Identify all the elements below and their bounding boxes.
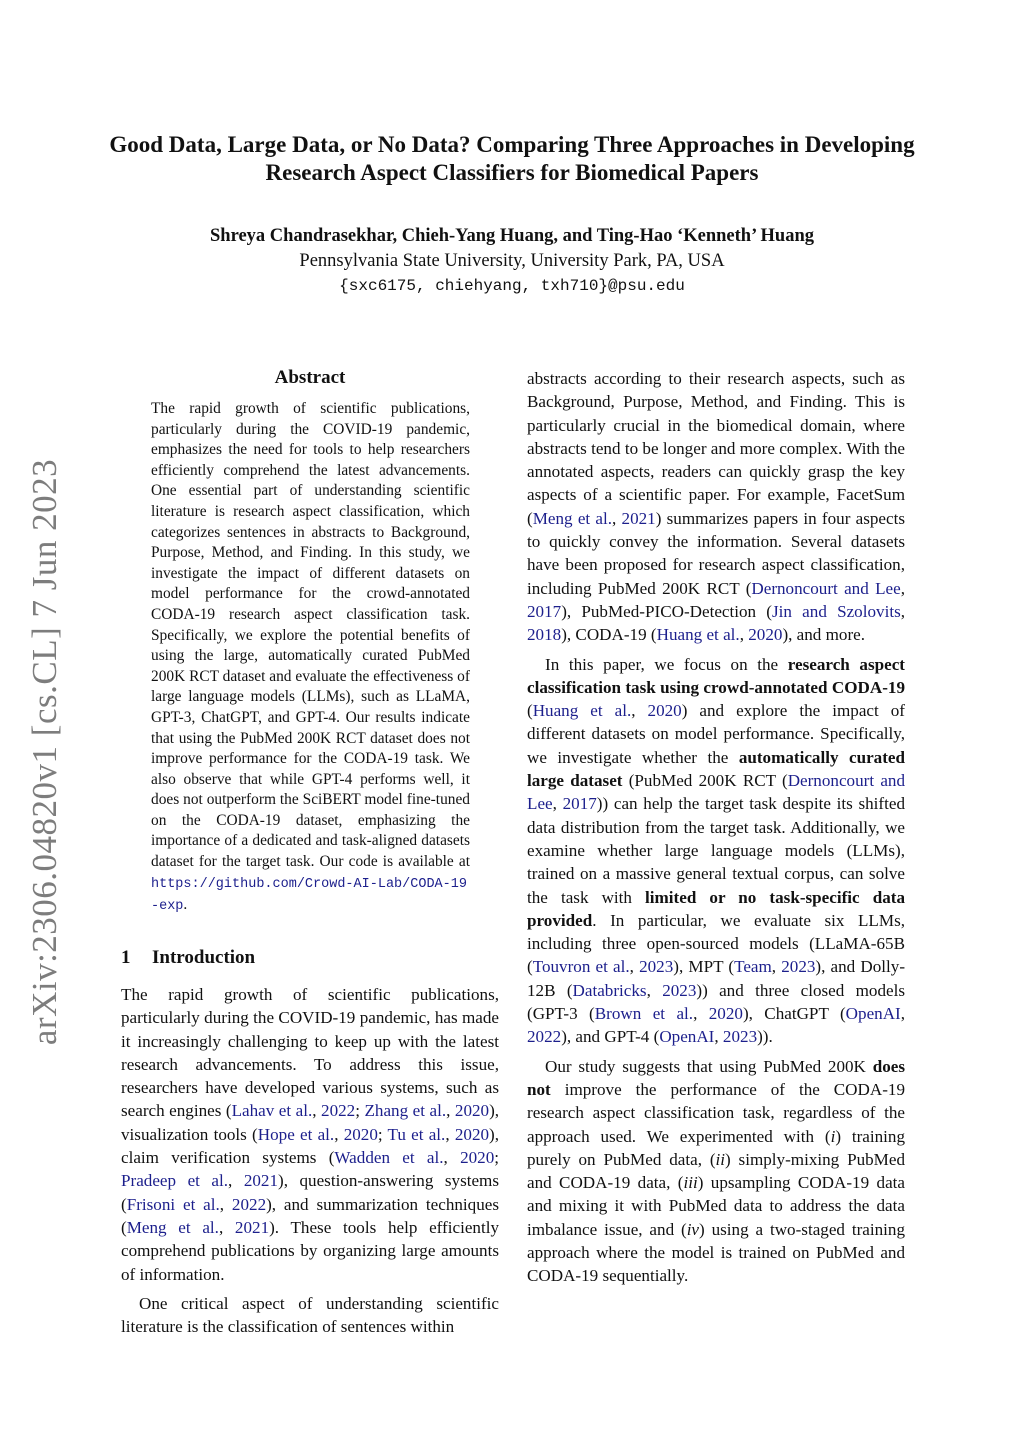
abstract-heading: Abstract: [274, 367, 346, 388]
right-column: [527, 367, 905, 1288]
citation-link[interactable]: OpenAI: [845, 1004, 901, 1024]
bold-phrase: limited or no task-specific data provided: [527, 887, 905, 930]
paper-title: Good Data, Large Data, or No Data? Comparing Three Approaches in Developing Research Aspect Classifiers for Biomedical Papers: [109, 132, 915, 185]
arxiv-sidebar: [4, 458, 86, 1046]
citation-link[interactable]: Lahav et al.: [231, 1101, 313, 1121]
abstract-text: The rapid growth of scientific publications, particularly during the COVID-19 pandemic, emphasizes the need for tools to help researchers efficiently comprehend the latest advancements. One essential part of understanding scientific literature is research aspect classification, which categorizes sentences in abstracts to Background, Purpose, Method, and Finding. In this study, we investigate the impact of different datasets on model performance for the crowd-annotated CODA-19 research aspect classification task. Specifically, we explore the potential benefits of using the large, automatically curated PubMed 200K RCT dataset and evaluate the effectiveness of large language models (LLMs), such as LLaMA, GPT-3, ChatGPT, and GPT-4. Our results indicate that using the PubMed 200K RCT dataset does not improve performance for the CODA-19 task. We also observe that while GPT-4 performs well, it does not outperform the SciBERT model fine-tuned on the CODA-19 dataset, emphasizing the importance of a dedicated and task-aligned datasets dataset for the target task. Our code is available at: [151, 400, 470, 871]
author-emails: {sxc6175, chiehyang, txh710}@psu.edu: [339, 277, 685, 295]
citation-link[interactable]: OpenAI: [659, 1027, 715, 1047]
bold-phrase: does not: [527, 1056, 905, 1099]
section-heading-introduction: [121, 947, 255, 969]
left-column: [121, 983, 499, 1338]
citation-year-link[interactable]: 2020: [454, 1101, 490, 1121]
bold-phrase: automatically curated large dataset: [527, 747, 905, 791]
bold-phrase: research aspect classification task using crowd-annotated CODA-19: [527, 654, 905, 697]
citation-link[interactable]: Zhang et al.: [364, 1101, 447, 1121]
citation-link[interactable]: Touvron et al.: [532, 957, 630, 977]
citation-link[interactable]: Dernoncourt and Lee: [751, 578, 901, 598]
abstract-end: .: [183, 896, 188, 914]
arxiv-identifier: arXiv:2306.04820v1 [cs.CL] 7 Jun 2023: [25, 458, 64, 1046]
citation-year-link[interactable]: 2023: [781, 957, 816, 977]
citation-link[interactable]: Tu et al.: [387, 1124, 446, 1144]
intro-paragraph-2-continued: abstracts according to their research aspects, such as Background, Purpose, Method, and Finding. This is particularly crucial in the biomedical domain, where abstracts tend to be longer and more complex. With the annotated aspects, readers can quickly grasp the key aspects of a scientific paper. For example, FacetSum (Meng et al., 2021) summarizes papers in four aspects to quickly convey the information. Several datasets have been proposed for research aspect classification, including PubMed 200K RCT (Dernoncourt and Lee, 2017), PubMed-PICO-Detection (Jin and Szolovits, 2018), CODA-19 (Huang et al., 2020), and more.: [527, 369, 906, 645]
citation-year-link[interactable]: 2021: [234, 1217, 270, 1237]
citation-year-link[interactable]: 2023: [639, 957, 674, 977]
intro-paragraph-2: One critical aspect of understanding scientific literature is the classification of sentences within: [121, 1293, 499, 1337]
citation-year-link[interactable]: 2020: [647, 701, 682, 721]
affiliation: Pennsylvania State University, University Park, PA, USA: [299, 251, 725, 271]
citation-year-link[interactable]: 2023: [662, 980, 697, 1000]
citation-year-link[interactable]: 2022: [231, 1194, 267, 1214]
code-repo-link[interactable]: https://github.com/Crowd-AI-Lab/CODA-19-exp: [151, 876, 467, 915]
citation-link[interactable]: Jin and Szolovits: [772, 601, 901, 621]
intro-paragraph-4: Our study suggests that using PubMed 200K does not improve the performance of the CODA-19 research aspect classification task, regardless of the approach used. We experimented with (i) training purely on PubMed data, (ii) simply-mixing PubMed and CODA-19 data, (iii) upsampling CODA-19 data and mixing it with PubMed data to address the data imbalance issue, and (iv) using a two-staged training approach where the model is trained on PubMed and CODA-19 sequentially.: [527, 1056, 906, 1286]
citation-year-link[interactable]: 2022: [527, 1027, 562, 1047]
citation-year-link[interactable]: 2020: [708, 1004, 743, 1024]
citation-year-link[interactable]: 2018: [527, 625, 562, 645]
citation-year-link[interactable]: 2021: [621, 508, 656, 528]
citation-year-link[interactable]: 2020: [460, 1148, 495, 1168]
citation-link[interactable]: Databricks: [572, 980, 647, 1000]
citation-year-link[interactable]: 2021: [243, 1171, 279, 1191]
citation-year-link[interactable]: 2017: [562, 794, 597, 814]
citation-link[interactable]: Meng et al.: [126, 1217, 219, 1237]
citation-link[interactable]: Frisoni et al.: [126, 1194, 220, 1214]
citation-link[interactable]: Wadden et al.: [334, 1148, 444, 1168]
citation-link[interactable]: Brown et al.: [594, 1004, 694, 1024]
intro-paragraph-1: The rapid growth of scientific publications, particularly during the COVID-19 pandemic, has made it increasingly challenging to keep up with the latest research advancements. To address this issue, researchers have developed various systems, such as search engines (Lahav et al., 2022; Zhang et al., 2020), visualization tools (Hope et al., 2020; Tu et al., 2020), claim verification systems (Wadden et al., 2020; Pradeep et al., 2021), question-answering systems (Frisoni et al., 2022), and summarization techniques (Meng et al., 2021). These tools help efficiently comprehend publications by organizing large amounts of information.: [121, 985, 500, 1284]
section-number: 1: [121, 947, 131, 968]
citation-link[interactable]: Huang et al.: [656, 625, 740, 645]
citation-link[interactable]: Meng et al.: [532, 508, 613, 528]
citation-year-link[interactable]: 2020: [454, 1124, 490, 1144]
citation-year-link[interactable]: 2022: [321, 1101, 356, 1121]
citation-link[interactable]: Dernoncourt and Lee: [527, 771, 905, 814]
citation-year-link[interactable]: 2020: [343, 1124, 378, 1144]
citation-link[interactable]: Huang et al.: [532, 701, 632, 721]
citation-link[interactable]: Pradeep et al.: [121, 1171, 229, 1191]
citation-year-link[interactable]: 2020: [748, 625, 783, 645]
citation-year-link[interactable]: 2023: [722, 1027, 758, 1047]
intro-paragraph-3: In this paper, we focus on the research aspect classification task using crowd-annotated CODA-19 (Huang et al., 2020) and explore the impact of different datasets on model performance. Specifically, we investigate whether the automatically curated large dataset (PubMed 200K RCT (Dernoncourt and Lee, 2017)) can help the target task despite its shifted data distribution from the target task. Additionally, we examine whether large language models (LLMs), trained on a massive general textual corpus, can solve the task with limited or no task-specific data provided. In particular, we evaluate six LLMs, including three open-sourced models (LLaMA-65B (Touvron et al., 2023), MPT (Team, 2023), and Dolly-12B (Databricks, 2023)) and three closed models (GPT-3 (Brown et al., 2020), ChatGPT (OpenAI, 2022), and GPT-4 (OpenAI, 2023)).: [527, 654, 906, 1047]
author-list: Shreya Chandrasekhar, Chieh-Yang Huang, and Ting-Hao ‘Kenneth’ Huang: [210, 226, 814, 246]
section-title: Introduction: [152, 947, 256, 968]
abstract-body: [151, 399, 470, 918]
citation-link[interactable]: Team: [734, 957, 772, 977]
citation-year-link[interactable]: 2017: [527, 601, 562, 621]
citation-link[interactable]: Hope et al.: [257, 1124, 335, 1144]
